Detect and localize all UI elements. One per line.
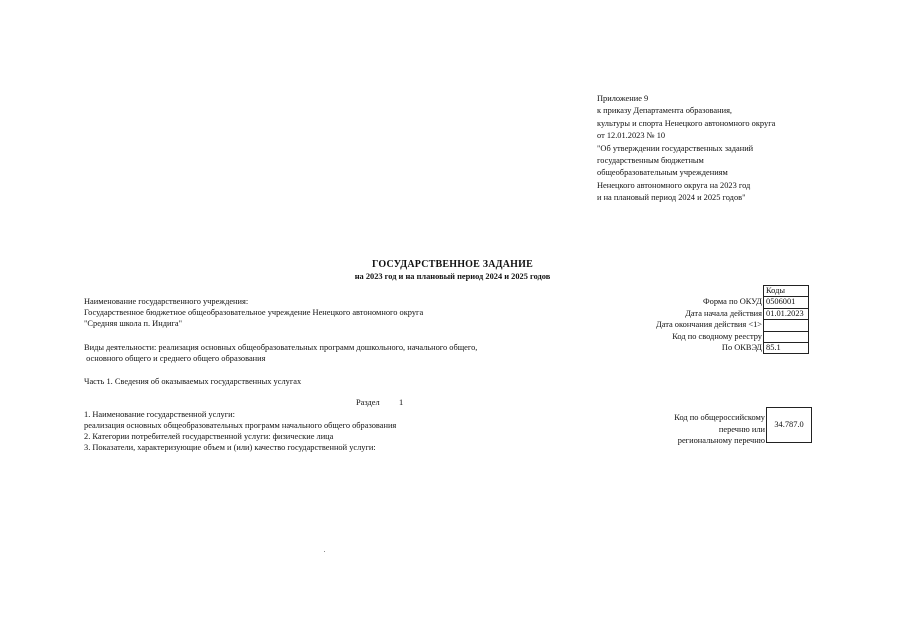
- service-code-label-line: региональному перечню: [677, 436, 765, 445]
- codes-row-value: [764, 331, 809, 342]
- appendix-line: к приказу Департамента образования,: [597, 106, 733, 116]
- activity-line-1: Виды деятельности: реализация основных общеобразовательных программ дошкольного, начального общего,: [84, 343, 478, 352]
- codes-row-label: Дата окончания действия <1>: [656, 320, 762, 330]
- service-code-label: [674, 412, 765, 447]
- appendix-line: Ненецкого автономного округа на 2023 год: [597, 180, 751, 190]
- service-code-box: [766, 407, 812, 443]
- codes-row-label: Код по сводному реестру: [672, 331, 762, 341]
- service-name: реализация основных общеобразовательных программ начального общего образования: [84, 421, 397, 430]
- activity-line-2: основного общего и среднего общего образования: [84, 354, 266, 363]
- codes-row-value: 01.01.2023: [764, 308, 809, 319]
- service-code-value: 34.787.0: [774, 419, 804, 429]
- service-indicators: 3. Показатели, характеризующие объем и (или) качество государственной услуги:: [84, 443, 376, 452]
- codes-row: [622, 331, 809, 342]
- codes-row: [622, 343, 809, 354]
- scan-speck: [324, 551, 325, 552]
- institution-name: Государственное бюджетное общеобразовательное учреждение Ненецкого автономного округа: [84, 308, 424, 317]
- codes-row-value: [764, 320, 809, 331]
- appendix-line: Приложение 9: [597, 94, 649, 103]
- codes-table: [622, 285, 809, 354]
- codes-row-label: Дата начала действия: [685, 308, 762, 318]
- service-name-label: 1. Наименование государственной услуги:: [84, 410, 235, 419]
- codes-row: [622, 320, 809, 331]
- appendix-block: [597, 93, 775, 205]
- part-heading: Часть 1. Сведения об оказываемых государственных услугах: [84, 377, 302, 386]
- service-code-label-line: Код по общероссийскому: [674, 413, 765, 422]
- appendix-line: и на плановый период 2024 и 2025 годов": [597, 193, 746, 203]
- document-title: ГОСУДАРСТВЕННОЕ ЗАДАНИЕ: [372, 259, 533, 270]
- codes-header-row: [622, 286, 809, 297]
- codes-row-label: Форма по ОКУД: [703, 297, 762, 307]
- codes-row: [622, 308, 809, 319]
- codes-row: [622, 297, 809, 308]
- institution-label: Наименование государственного учреждения:: [84, 297, 249, 306]
- document-subtitle: на 2023 год и на плановый период 2024 и 2025 годов: [354, 272, 551, 281]
- institution-short-name: "Средняя школа п. Индига": [84, 319, 183, 328]
- appendix-line: государственным бюджетным: [597, 156, 704, 166]
- codes-row-value: 85.1: [764, 343, 809, 354]
- appendix-line: от 12.01.2023 № 10: [597, 131, 666, 141]
- service-code-label-line: перечню или: [718, 424, 765, 434]
- service-consumers: 2. Категории потребителей государственной услуги: физические лица: [84, 432, 334, 441]
- section-label: Раздел: [356, 398, 380, 407]
- codes-row-label: По ОКВЭД: [721, 343, 762, 352]
- appendix-line: общеобразовательным учреждениям: [597, 168, 728, 178]
- section-number: 1: [399, 398, 404, 407]
- appendix-line: культуры и спорта Ненецкого автономного округа: [597, 118, 776, 128]
- appendix-line: "Об утверждении государственных заданий: [597, 143, 754, 153]
- codes-header: Коды: [764, 286, 809, 297]
- codes-row-value: 0506001: [764, 297, 809, 308]
